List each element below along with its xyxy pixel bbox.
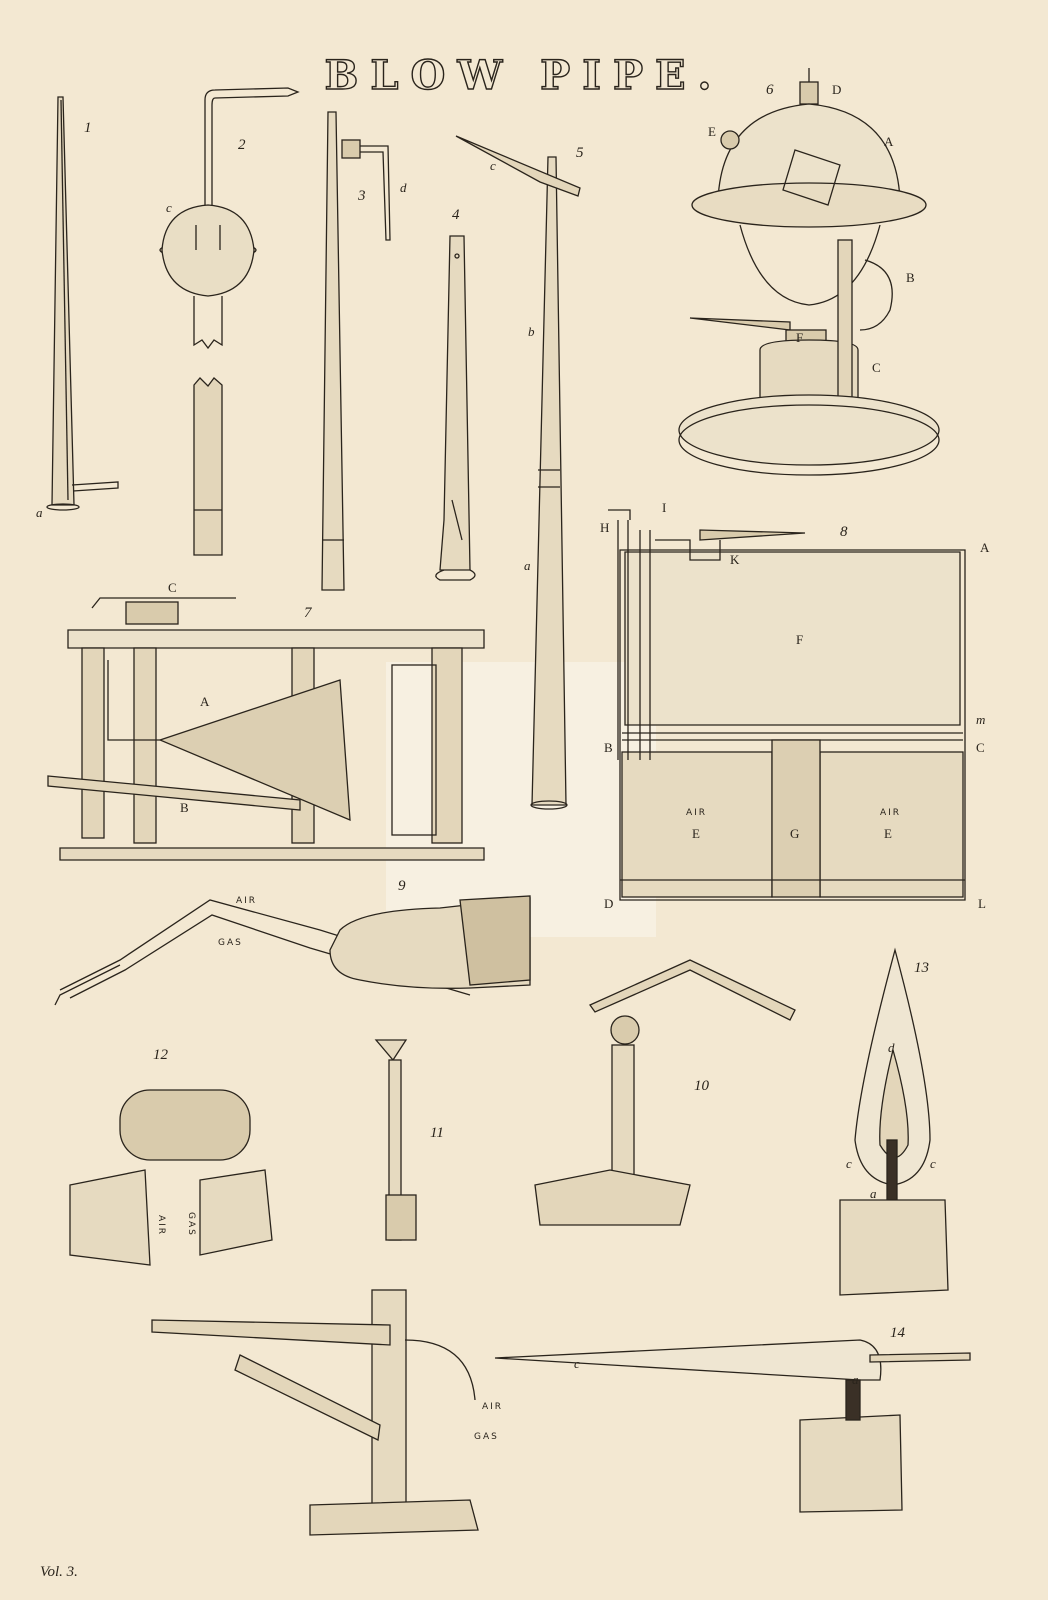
figure-number-6: 6 <box>766 82 774 98</box>
label-f7-B: B <box>180 800 189 815</box>
label-f6-B: B <box>906 270 915 285</box>
label-f5-a: a <box>524 558 531 573</box>
label-f6-C: C <box>872 360 881 375</box>
fig-6-lamp <box>679 68 939 475</box>
plate-title: BLOW PIPE. <box>324 52 724 99</box>
figure-number-10: 10 <box>694 1078 709 1094</box>
label-f13-d: d <box>888 1040 895 1055</box>
figure-number-11: 11 <box>430 1125 444 1141</box>
fig-10-burner-stand <box>535 960 795 1225</box>
label-f6-E: E <box>708 124 716 139</box>
label-f5-c: c <box>490 158 496 173</box>
figure-number-9: 9 <box>398 878 406 894</box>
label-f9-air: AIR <box>236 896 258 906</box>
label-f8-E-right: E <box>884 826 892 841</box>
label-f8-C: C <box>976 740 985 755</box>
label-f8-H: H <box>600 520 610 535</box>
volume-footer: Vol. 3. <box>40 1564 78 1580</box>
label-f8-air-right: AIR <box>880 808 902 818</box>
label-f8-I: I <box>662 500 667 515</box>
label-f3-d: d <box>400 180 407 195</box>
label-f2-c: c <box>166 200 172 215</box>
figure-number-8: 8 <box>840 524 848 540</box>
figure-number-1: 1 <box>84 120 92 136</box>
fig-13-candle-flame <box>840 950 948 1295</box>
label-f8-air-left: AIR <box>686 808 708 818</box>
figure-number-4: 4 <box>452 207 460 223</box>
fig-7-bellows-table <box>48 598 484 860</box>
fig-2-blowpipe <box>160 88 298 555</box>
fig-14-blowpipe-flame <box>495 1340 970 1512</box>
figure-number-5: 5 <box>576 145 584 161</box>
label-f6-D: D <box>832 82 842 97</box>
fig-5-blowpipe <box>456 136 580 809</box>
figure-number-14: 14 <box>890 1325 905 1341</box>
label-f11-air: AIR <box>482 1402 504 1412</box>
figure-number-12: 12 <box>153 1047 168 1063</box>
label-f8-F: F <box>796 632 804 647</box>
label-f13-c-left: c <box>846 1156 852 1171</box>
label-f11-gas: GAS <box>474 1432 499 1442</box>
label-f8-m: m <box>976 712 986 727</box>
label-f5-b: b <box>528 324 535 339</box>
fig-12-burner <box>70 1090 272 1265</box>
label-f6-A: A <box>884 134 894 149</box>
label-f7-A: A <box>200 694 210 709</box>
label-f13-c-right: c <box>930 1156 936 1171</box>
figure-number-7: 7 <box>304 605 312 621</box>
figure-number-13: 13 <box>914 960 929 976</box>
figure-number-2: 2 <box>238 137 246 153</box>
fig-9-torch <box>55 896 530 1005</box>
label-f14-a: a <box>852 1372 859 1387</box>
label-f9-gas: GAS <box>218 938 243 948</box>
label-f12-gas: GAS <box>186 1212 196 1237</box>
figure-number-3: 3 <box>358 188 366 204</box>
label-f12-air: AIR <box>156 1215 166 1237</box>
fig-4-blowpipe <box>436 236 475 580</box>
label-f6-F: F <box>796 330 804 345</box>
fig-1-blowpipe <box>47 97 118 510</box>
label-f7-C: C <box>168 580 177 595</box>
label-f8-A: A <box>980 540 990 555</box>
fig-3-blowpipe <box>322 112 390 590</box>
label-f8-L: L <box>978 896 986 911</box>
label-f8-B: B <box>604 740 613 755</box>
fig-8-gasholder <box>608 510 965 900</box>
label-f13-a: a <box>870 1186 877 1201</box>
label-f1-a: a <box>36 505 43 520</box>
label-f8-G: G <box>790 826 800 841</box>
label-f8-K: K <box>730 552 740 567</box>
label-f8-E-left: E <box>692 826 700 841</box>
label-f14-c: c <box>574 1356 580 1371</box>
label-f8-D: D <box>604 896 614 911</box>
